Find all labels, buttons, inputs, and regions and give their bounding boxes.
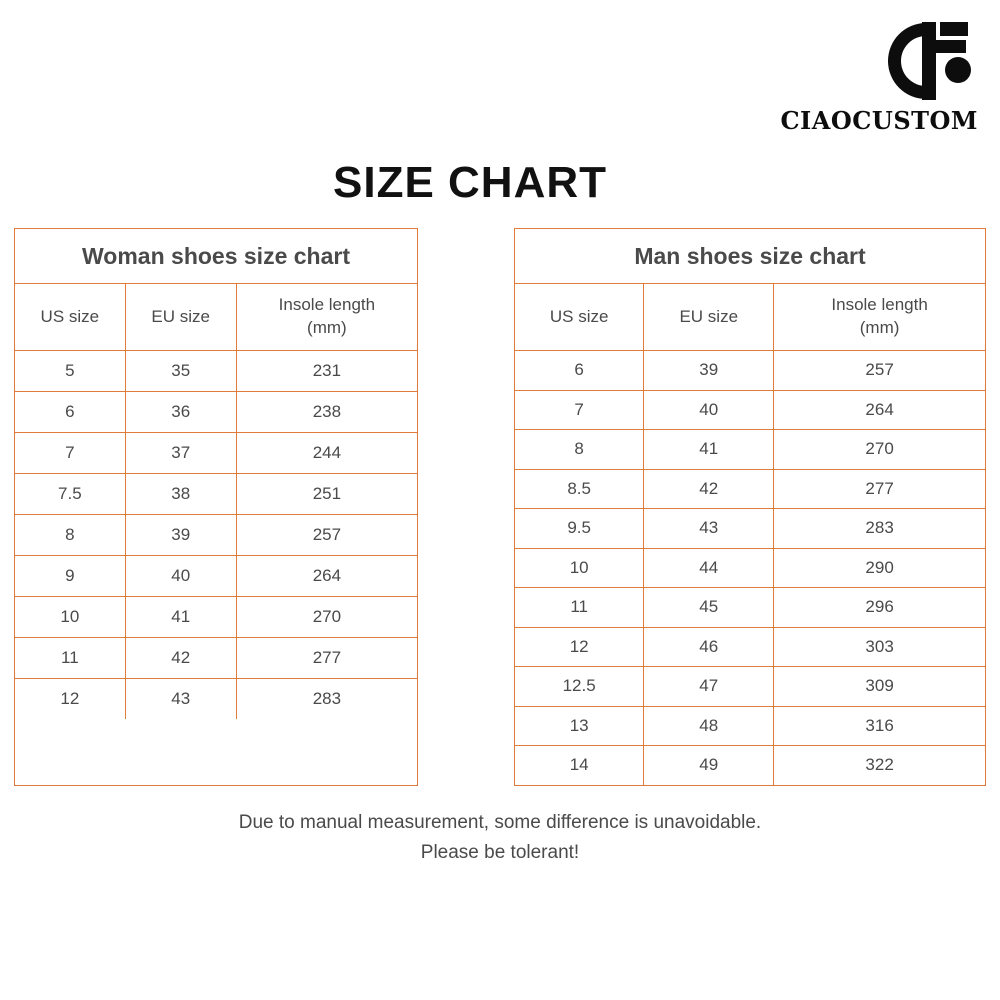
size-tables bbox=[14, 228, 986, 786]
cell-insole-length: 309 bbox=[774, 667, 985, 707]
table-row bbox=[515, 588, 985, 628]
cell-eu-size: 45 bbox=[644, 588, 774, 628]
table-row bbox=[515, 548, 985, 588]
cell-eu-size: 39 bbox=[125, 515, 236, 556]
brand-name: CIAOCUSTOM bbox=[780, 106, 978, 135]
woman-size-table bbox=[15, 284, 417, 719]
page-title: SIZE CHART bbox=[333, 158, 607, 207]
cell-insole-length: 238 bbox=[236, 392, 417, 433]
cell-us-size: 12 bbox=[15, 679, 125, 720]
cell-insole-length: 283 bbox=[236, 679, 417, 720]
man-size-table bbox=[515, 284, 985, 785]
cell-eu-size: 42 bbox=[644, 469, 774, 509]
cell-insole-length: 270 bbox=[774, 430, 985, 470]
cell-eu-size: 43 bbox=[644, 509, 774, 549]
table-row bbox=[515, 390, 985, 430]
cell-eu-size: 37 bbox=[125, 433, 236, 474]
cell-eu-size: 39 bbox=[644, 351, 774, 391]
table-row bbox=[15, 515, 417, 556]
cell-us-size: 9 bbox=[15, 556, 125, 597]
cell-eu-size: 40 bbox=[644, 390, 774, 430]
cell-us-size: 5 bbox=[15, 351, 125, 392]
cell-us-size: 11 bbox=[515, 588, 644, 628]
cell-eu-size: 42 bbox=[125, 638, 236, 679]
table-row bbox=[15, 474, 417, 515]
column-header-us-size: US size bbox=[15, 284, 125, 351]
cell-eu-size: 36 bbox=[125, 392, 236, 433]
table-row bbox=[15, 597, 417, 638]
column-header-eu-size: EU size bbox=[644, 284, 774, 351]
cell-us-size: 12 bbox=[515, 627, 644, 667]
table-row bbox=[15, 556, 417, 597]
cell-us-size: 8 bbox=[15, 515, 125, 556]
cell-us-size: 6 bbox=[15, 392, 125, 433]
cell-us-size: 6 bbox=[515, 351, 644, 391]
footnote-line-1: Due to manual measurement, some difference is unavoidable. bbox=[238, 812, 762, 833]
cell-eu-size: 44 bbox=[644, 548, 774, 588]
cell-us-size: 13 bbox=[515, 706, 644, 746]
cell-us-size: 7 bbox=[15, 433, 125, 474]
cell-insole-length: 231 bbox=[236, 351, 417, 392]
cell-eu-size: 38 bbox=[125, 474, 236, 515]
cell-eu-size: 49 bbox=[644, 746, 774, 785]
cell-us-size: 9.5 bbox=[515, 509, 644, 549]
cell-insole-length: 257 bbox=[774, 351, 985, 391]
cell-insole-length: 270 bbox=[236, 597, 417, 638]
cell-insole-length: 251 bbox=[236, 474, 417, 515]
woman-size-table-block bbox=[14, 228, 418, 786]
man-size-table-block bbox=[514, 228, 986, 786]
cell-insole-length: 264 bbox=[774, 390, 985, 430]
cell-us-size: 8.5 bbox=[515, 469, 644, 509]
column-header-insole-length: Insole length (mm) bbox=[236, 284, 417, 351]
table-header-row bbox=[515, 284, 985, 351]
cell-insole-length: 296 bbox=[774, 588, 985, 628]
column-header-insole-length: Insole length (mm) bbox=[774, 284, 985, 351]
table-row bbox=[15, 638, 417, 679]
cell-insole-length: 322 bbox=[774, 746, 985, 785]
cell-insole-length: 290 bbox=[774, 548, 985, 588]
table-row bbox=[515, 469, 985, 509]
cell-eu-size: 35 bbox=[125, 351, 236, 392]
brand-logo bbox=[778, 18, 978, 135]
table-row bbox=[15, 392, 417, 433]
table-row bbox=[515, 509, 985, 549]
cell-insole-length: 277 bbox=[774, 469, 985, 509]
cell-us-size: 7 bbox=[515, 390, 644, 430]
cell-us-size: 8 bbox=[515, 430, 644, 470]
cell-eu-size: 43 bbox=[125, 679, 236, 720]
cell-insole-length: 257 bbox=[236, 515, 417, 556]
cell-us-size: 12.5 bbox=[515, 667, 644, 707]
cell-insole-length: 277 bbox=[236, 638, 417, 679]
cell-us-size: 10 bbox=[515, 548, 644, 588]
column-header-us-size: US size bbox=[515, 284, 644, 351]
cell-insole-length: 316 bbox=[774, 706, 985, 746]
footnote-line-2: Please be tolerant! bbox=[420, 842, 580, 864]
woman-table-caption: Woman shoes size chart bbox=[15, 229, 417, 284]
cell-insole-length: 283 bbox=[774, 509, 985, 549]
cell-us-size: 7.5 bbox=[15, 474, 125, 515]
table-row bbox=[515, 746, 985, 785]
cell-insole-length: 264 bbox=[236, 556, 417, 597]
table-row bbox=[515, 627, 985, 667]
cell-us-size: 11 bbox=[15, 638, 125, 679]
cell-eu-size: 41 bbox=[644, 430, 774, 470]
cell-eu-size: 41 bbox=[125, 597, 236, 638]
cell-eu-size: 40 bbox=[125, 556, 236, 597]
cell-us-size: 10 bbox=[15, 597, 125, 638]
cell-insole-length: 244 bbox=[236, 433, 417, 474]
table-row bbox=[15, 433, 417, 474]
cell-us-size: 14 bbox=[515, 746, 644, 785]
cell-eu-size: 46 bbox=[644, 627, 774, 667]
column-header-eu-size: EU size bbox=[125, 284, 236, 351]
cell-insole-length: 303 bbox=[774, 627, 985, 667]
table-header-row bbox=[15, 284, 417, 351]
table-row bbox=[515, 706, 985, 746]
ciaocustom-cross-logo-icon bbox=[878, 18, 974, 104]
table-row bbox=[15, 679, 417, 720]
table-row bbox=[515, 351, 985, 391]
cell-eu-size: 48 bbox=[644, 706, 774, 746]
man-table-caption: Man shoes size chart bbox=[515, 229, 985, 284]
table-row bbox=[15, 351, 417, 392]
cell-eu-size: 47 bbox=[644, 667, 774, 707]
footnote bbox=[0, 808, 1000, 869]
table-row bbox=[515, 430, 985, 470]
table-row bbox=[515, 667, 985, 707]
